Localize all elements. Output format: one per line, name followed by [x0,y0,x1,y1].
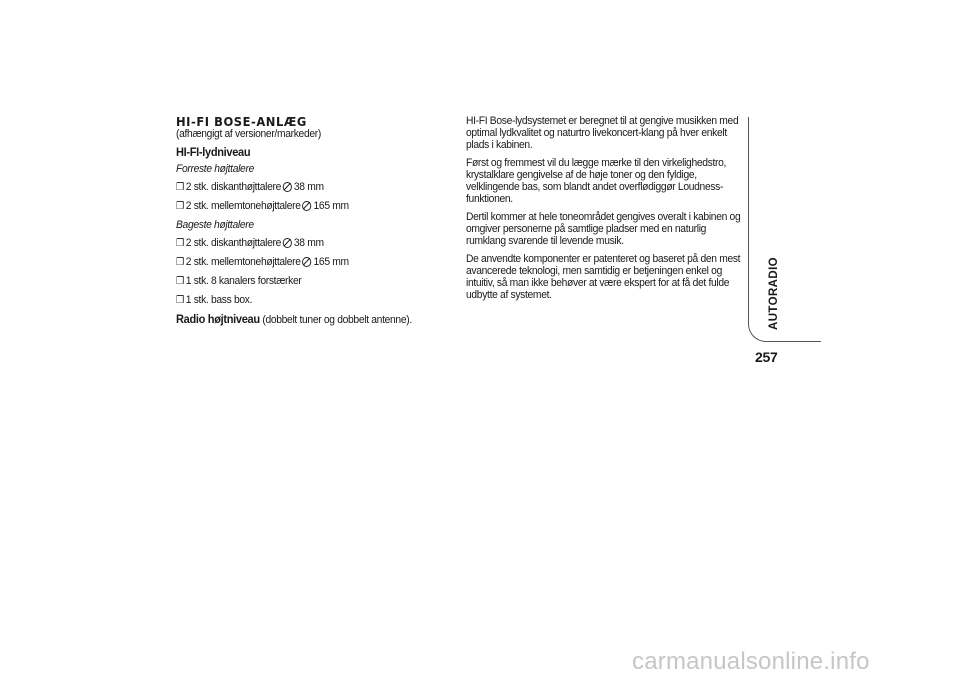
checkbox-bullet-icon: ❒ [176,295,184,306]
list-item [176,294,426,307]
list-item [176,256,426,269]
item-text: 1 stk. bass box. [185,294,253,306]
radio-label: Radio højtniveau [176,312,260,326]
diameter-icon [302,257,311,267]
item-text: 1 stk. 8 kanalers forstærker [185,275,302,287]
item-size: 165 mm [313,256,349,268]
diameter-icon [283,182,292,192]
rear-speakers-label: Bageste højttalere [176,219,254,231]
level-heading: HI-FI-lydniveau [176,145,251,159]
checkbox-bullet-icon: ❒ [176,257,184,268]
item-text: 2 stk. mellemtonehøjttalere [185,200,301,212]
section-tab-label: AUTORADIO [768,256,780,330]
item-text: 2 stk. diskanthøjttalere [185,237,282,249]
radio-text: (dobbelt tuner og dobbelt antenne). [262,314,412,326]
section-subtitle: (afhængigt af versioner/markeder) [176,128,321,140]
checkbox-bullet-icon: ❒ [176,276,184,287]
watermark: carmanualsonline.info [632,648,870,675]
list-item [176,200,426,213]
checkbox-bullet-icon: ❒ [176,182,184,193]
paragraph: HI-FI Bose-lydsystemet er beregnet til at gengive musikken med optimal lydkvalitet og naturtro livekoncert-klang på hver enkelt plads i kabinen. [466,115,739,151]
item-text: 2 stk. diskanthøjttalere [185,181,282,193]
list-item [176,275,426,288]
page-number: 257 [755,349,778,365]
radio-line [176,313,426,326]
paragraph: Dertil kommer at hele toneområdet gengives overalt i kabinen og omgiver personerne på samtlige pladser med en naturlig rumklang svarende til levende musik. [466,211,741,247]
item-text: 2 stk. mellemtonehøjttalere [185,256,301,268]
diameter-icon [302,201,311,211]
checkbox-bullet-icon: ❒ [176,238,184,249]
item-size: 38 mm [293,181,324,193]
right-column [466,115,742,307]
item-size: 165 mm [313,200,349,212]
section-tab [748,117,821,342]
diameter-icon [283,238,292,248]
item-size: 38 mm [293,237,324,249]
list-item [176,181,426,194]
checkbox-bullet-icon: ❒ [176,201,184,212]
list-item [176,237,426,250]
front-speakers-label: Forreste højttalere [176,163,254,175]
section-title: HI-FI BOSE-ANLÆG [176,114,307,129]
paragraph: De anvendte komponenter er patenteret og baseret på den mest avancerede teknologi, men samtidig er betjeningen enkel og intuitiv, så man ikke behøver at være ekspert for at få det fulde udbytte af systemet. [466,253,741,301]
left-column [176,115,426,332]
paragraph: Først og fremmest vil du lægge mærke til den virkelighedstro, krystalklare gengivelse af de høje toner og den fyldige, velklingende bas, som blandt andet overflødiggør Loudness-funktionen. [466,157,727,205]
